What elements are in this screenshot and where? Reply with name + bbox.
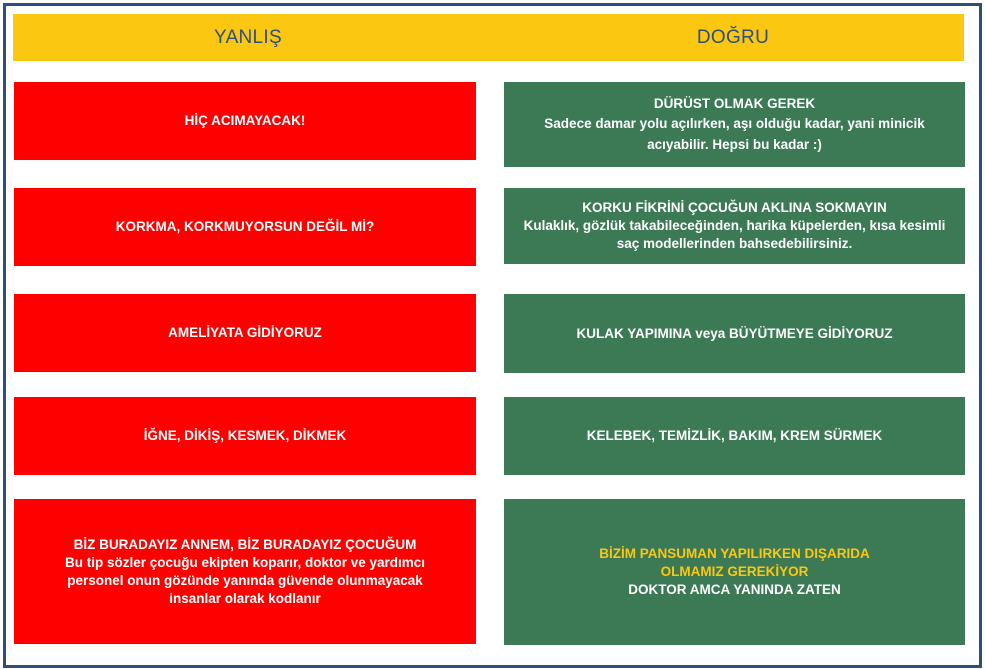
wrong-box-5-title: BİZ BURADAYIZ ANNEM, BİZ BURADAYIZ ÇOCUĞUM [73, 536, 417, 552]
right-box-2-title: KORKU FİKRİNİ ÇOCUĞUN AKLINA SOKMAYIN [582, 200, 887, 215]
wrong-box-2-text: KORKMA, KORKMUYORSUN DEĞİL Mİ? [115, 219, 375, 234]
right-box-4-text: KELEBEK, TEMİZLİK, BAKIM, KREM SÜRMEK [586, 428, 883, 443]
wrong-box-5 [14, 499, 476, 644]
wrong-column-header: YANLIŞ [214, 27, 282, 48]
wrong-box-4-text: İĞNE, DİKİŞ, KESMEK, DİKMEK [143, 428, 347, 443]
wrong-box-1 [14, 82, 476, 160]
right-column-header: DOĞRU [696, 27, 770, 48]
right-box-3-text: KULAK YAPIMINA veya BÜYÜTMEYE GİDİYORUZ [576, 325, 893, 341]
wrong-box-3-text: AMELİYATA GİDİYORUZ [168, 325, 322, 340]
right-box-1-title: DÜRÜST OLMAK GEREK [653, 95, 816, 111]
right-box-5 [504, 499, 965, 645]
right-box-5-highlight: BİZİM PANSUMAN YAPILIRKEN DIŞARIDA OLMAMIZ GEREKİYOR [599, 546, 870, 579]
wrong-box-4 [14, 397, 476, 475]
right-box-2 [504, 188, 965, 264]
wrong-box-5-text: Bu tip sözler çocuğu ekipten koparır, doktor ve yardımcı personel onun gözünde yanında güvende olunmayacak insanlar olarak kodlanır [64, 554, 426, 606]
wrong-box-3 [14, 294, 476, 372]
header-bar [13, 14, 964, 61]
right-box-2-text: Kulaklık, gözlük takabileceğinden, harika küpelerden, kısa kesimli saç modellerinden bahsedebilirsiniz. [523, 218, 946, 251]
right-box-4 [504, 397, 965, 475]
right-box-5-text: DOKTOR AMCA YANINDA ZATEN [628, 582, 841, 597]
right-box-1-text: Sadece damar yolu açılırken, aşı olduğu kadar, yani minicik acıyabilir. Hepsi bu kadar :) [544, 115, 925, 152]
wrong-box-1-text: HİÇ ACIMAYACAK! [184, 113, 306, 128]
right-box-3 [504, 294, 965, 373]
right-box-1 [504, 82, 965, 167]
wrong-box-2 [14, 188, 476, 266]
